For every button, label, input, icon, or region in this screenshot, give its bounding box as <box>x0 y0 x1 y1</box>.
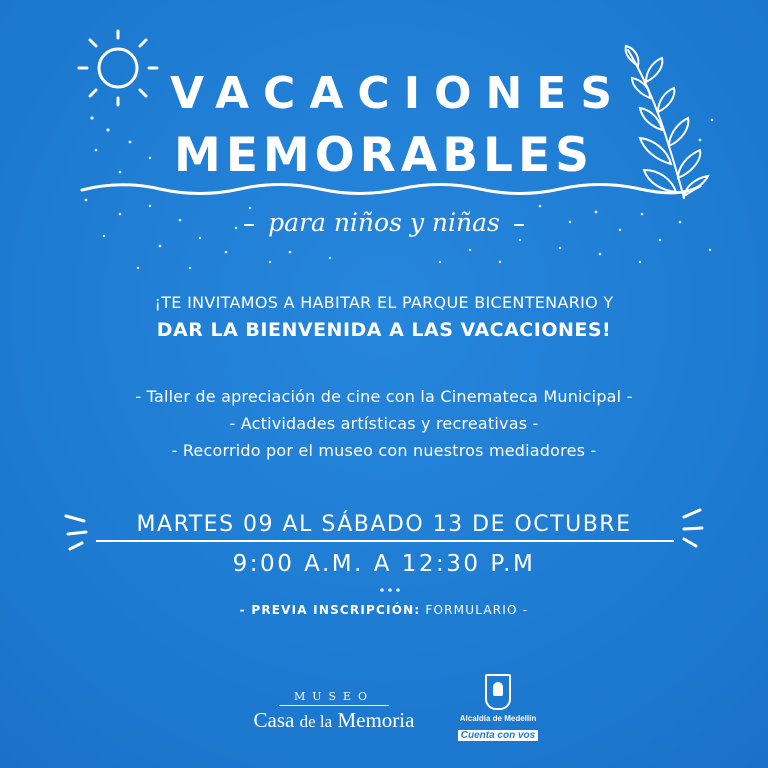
alcaldia-tagline: Cuenta con vos <box>458 730 538 741</box>
alcaldia-logo <box>448 674 548 742</box>
registration-note <box>0 603 768 617</box>
event-time: 9:00 A.M. A 12:30 P.M <box>232 551 536 577</box>
registration-form-link[interactable]: FORMULARIO - <box>425 603 529 617</box>
alcaldia-name: Alcaldía de Medellín <box>459 714 537 723</box>
title-line-2: MEMORABLES <box>174 128 594 183</box>
event-dates: MARTES 09 AL SÁBADO 13 DE OCTUBRE <box>136 512 632 537</box>
museo-logo-divider <box>279 705 389 706</box>
subtitle-dash-right <box>514 224 524 226</box>
shield-icon <box>485 674 511 710</box>
museo-logo-name <box>236 708 432 733</box>
registration-label: - PREVIA INSCRIPCIÓN: <box>239 603 421 617</box>
museo-logo-top: MUSEO <box>293 690 375 703</box>
subtitle <box>0 208 768 237</box>
invite-line-2: DAR LA BIENVENIDA A LAS VACACIONES! <box>156 319 612 341</box>
activity-item: - Taller de apreciación de cine con la Cinemateca Municipal - <box>135 387 633 406</box>
wave-line <box>82 185 700 194</box>
subtitle-text: para niños y niñas <box>268 208 500 237</box>
activity-item: - Actividades artísticas y recreativas - <box>229 414 539 433</box>
subtitle-dash-left <box>244 224 254 226</box>
museo-logo <box>236 690 432 733</box>
museo-logo-casa: Casa <box>253 708 295 732</box>
museo-logo-memoria: Memoria <box>337 708 415 732</box>
activity-item: - Recorrido por el museo con nuestros mediadores - <box>171 441 597 460</box>
title-line-1: VACACIONES <box>169 68 627 119</box>
museo-logo-de-la: de la <box>299 712 333 731</box>
invite-line-1: ¡TE INVITAMOS A HABITAR EL PARQUE BICENTENARIO Y <box>154 293 614 312</box>
